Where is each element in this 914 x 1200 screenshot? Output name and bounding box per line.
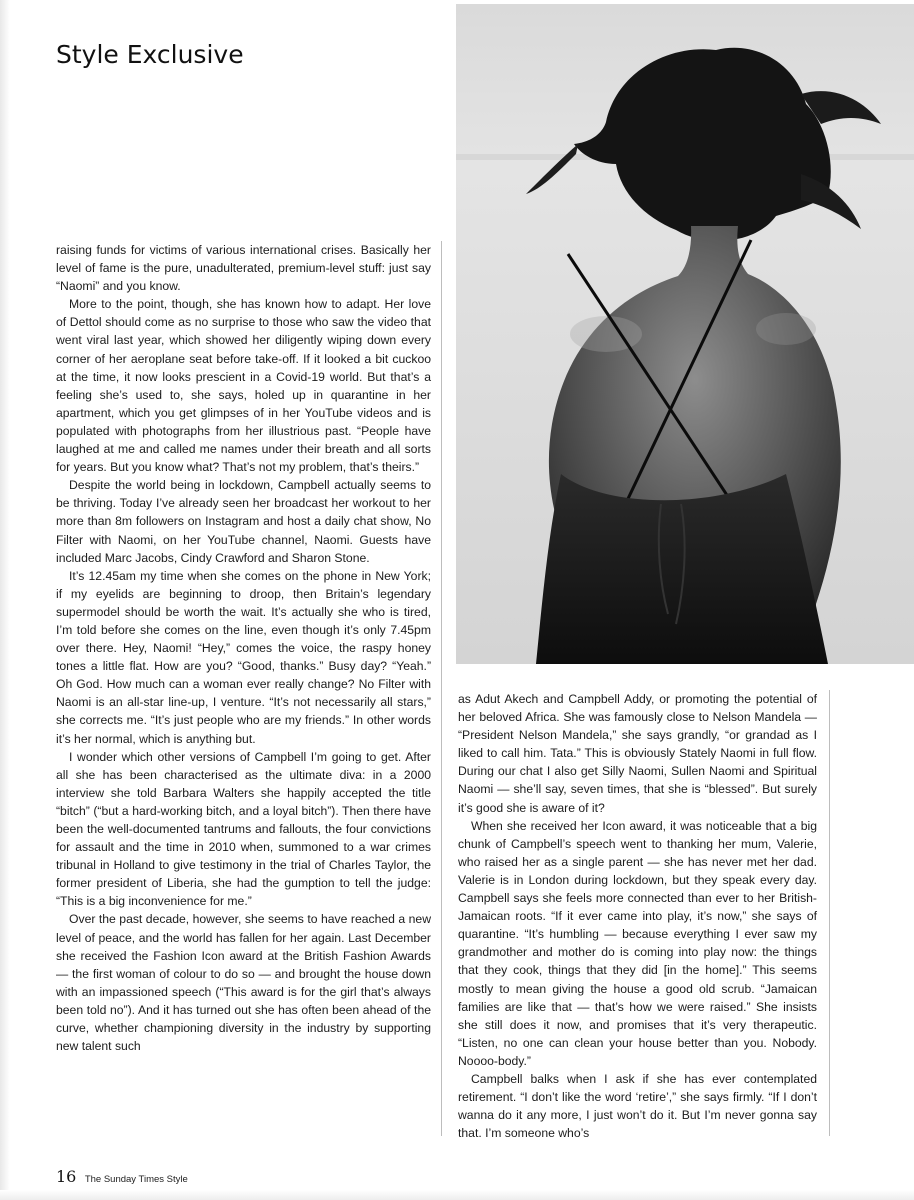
page-shadow-bottom <box>0 1190 914 1200</box>
article-paragraph: Despite the world being in lockdown, Campbell actually seems to be thriving. Today I’ve already seen her broadcast her workout to her more than 8m followers on Instagram and host a daily chat show, No Filter with Naomi, on her YouTube channel, Naomi. Guests have included Marc Jacobs, Cindy Crawford and Sharon Stone. <box>56 478 431 565</box>
article-paragraph: It’s 12.45am my time when she comes on the phone in New York; if my eyelids are beginning to droop, then Britain’s legendary supermodel should be worth the wait. It’s actually she who is tired, I’m told before she comes on the line, even though it’s only 7.45pm over there. Hey, Naomi! “Hey,” comes the voice, the raspy honey tones a little flat. How are you? “Good, thanks.” Busy day? “Yeah.” Oh God. How much can a woman ever really change? No Filter with Naomi is an all-star line-up, I venture. “It’s not necessarily all stars,” she corrects me. “It’s just people who are my friends.” In other words it’s her normal, which is anything but. <box>56 568 431 746</box>
article-paragraph: I wonder which other versions of Campbell I’m going to get. After all she has been characterised as the ultimate diva: in a 2000 interview she told Barbara Walters she happily accepted the title “bitch” (“but a hard-working bitch, and a loyal bitch”). Then there have been the well-documented tantrums and fallouts, the four convictions for assault and the time in 2010 when, summoned to a war crimes tribunal in Holland to give testimony in the trial of Charles Taylor, the former president of Liberia, she had the gumption to tell the judge: “This is a big inconvenience for me.” <box>56 749 431 909</box>
publication-name: The Sunday Times Style <box>84 1174 188 1185</box>
article-paragraph: Campbell balks when I ask if she has ever contemplated retirement. “I don’t like the word ‘retire’,” she says firmly. “If I don’t wanna do it any more, I just won’t do it. But I’m never gonna say that. I’m someone who’s <box>458 1071 817 1141</box>
page-shadow-left <box>0 0 10 1200</box>
page-number: 16 <box>56 1167 77 1186</box>
feature-photo <box>456 4 914 664</box>
article-paragraph: as Adut Akech and Campbell Addy, or promoting the potential of her beloved Africa. She was famously close to Nelson Mandela — “President Nelson Mandela,” she says grandly, “or grandad as I liked to call him. Tata.” This is obviously Stately Naomi in full flow. During our chat I also get Silly Naomi, Sullen Naomi and Spiritual Naomi — she’ll say, seven times, that she is “blessed”. But surely it’s good she is aware of it? <box>458 692 817 815</box>
photo-illustration <box>456 4 914 664</box>
section-title: Style Exclusive <box>56 40 244 69</box>
column-rule-left <box>441 241 442 1136</box>
article-column-left <box>56 241 431 1055</box>
article-column-right <box>458 690 817 1142</box>
article-paragraph: When she received her Icon award, it was noticeable that a big chunk of Campbell’s speech went to thanking her mum, Valerie, who raised her as a single parent — she has never met her dad. Valerie is in London during lockdown, but they speak every day. Campbell says she feels more connected than ever to her British-Jamaican roots. “If it ever came into play, it’s now,” she says of quarantine. “It’s humbling — because everything I ever saw my grandmother and mother do is coming into play now: the things that they cook, things that they did [in the home].” This seems mostly to mean giving the house a good old scrub. “Jamaican families are like that — that’s how we were raised.” She insists she still does it now, and promises that it’s very therapeutic. “Listen, no one can clean your house better than you. Nobody. Noooo-body.” <box>458 818 817 1068</box>
article-paragraph: More to the point, though, she has known how to adapt. Her love of Dettol should come as no surprise to those who saw the video that went viral last year, which showed her diligently wiping down every corner of her aeroplane seat before take-off. If it looked a bit cuckoo at the time, it now looks prescient in a Covid-19 world. But that’s a feeling she’s used to, she says, holed up in quarantine in her apartment, which you get glimpses of in her YouTube videos and is populated with photographs from her illustrious past. “People have laughed at me and called me names under their breath and all sorts for years. But you know what? That’s not my problem, that’s theirs.” <box>56 297 431 475</box>
page-footer <box>56 1167 188 1187</box>
column-rule-right <box>829 690 830 1136</box>
article-paragraph: Over the past decade, however, she seems to have reached a new level of peace, and the world has fallen for her again. Last December she received the Fashion Icon award at the British Fashion Awards — the first woman of colour to do so — and brought the house down with an impassioned speech (“This award is for the girl that’s always been told no”). And it has turned out she has often been ahead of the curve, whether championing diversity in the industry by supporting new talent such <box>56 912 431 1054</box>
article-paragraph: raising funds for victims of various international crises. Basically her level of fame is the pure, unadulterated, premium-level stuff: just say “Naomi” and you know. <box>56 243 431 294</box>
